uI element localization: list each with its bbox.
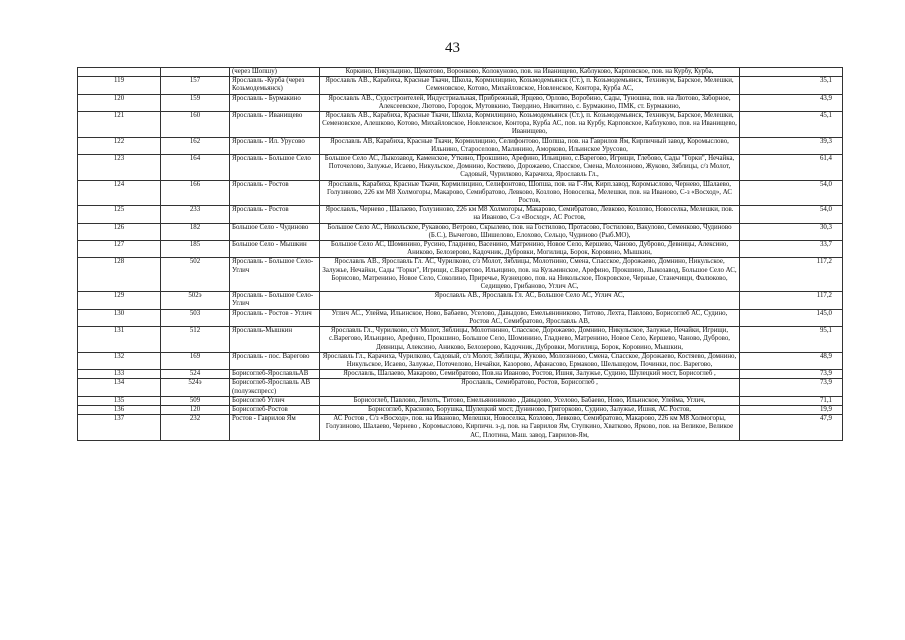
route-number: 524 [161,370,230,379]
table-row [78,155,843,181]
route-name: Большое Село - Чудиново [230,223,320,240]
route-stops: Ярославль АВ., Судостроителей, Индустриальная, Прибрежный, Ярцево, Орлово, Воробино, Сады, Туношна, пов. на Лютово, Заборное, Алексеевское, Лютово, Городок, Мутовкино, Твердино, Никитино, с. Бурмакино, ПМК, ст. Бурмакино, [320,94,740,111]
row-number: 128 [78,258,161,292]
route-name: Ярославль - Иванищево [230,112,320,138]
route-name: Ярославль - Ростов [230,180,320,206]
route-number [161,68,230,77]
route-stops: Ярославль АВ., Карабиха, Красные Ткачи, Школа, Кормилицино, Козьмодемьянск (Ст.), п. Козьмодемьянск, Техникум, Барское, Мелешки, Семеновское, Алешково, Котово, Михайловское, Новленское, Контора, Курба АС, пов. на Курбу, Карповское, Каблуково, пов. на Иванищево, Иванищево, [320,112,740,138]
route-stops: Коркино, Никульцино, Щекотово, Воронково, Колокуново, пов. на Иванищево, Каблуково, Карповское, пов. на Курбу, Курба, [320,68,740,77]
route-stops: Ярославль АВ., Карабиха, Красные Ткачи, Школа, Кормилицино, Козьмодемьянск (Ст.), п. Козьмодемьянск, Техникум, Барское, Мелешки, Семеновское, Котово, Михайловское, Новленское, Контора, Курба АС, [320,77,740,94]
route-stops: АС Ростов , С/з «Восход», пов. на Иваново, Мелешки, Новоселка, Козлово, Левково, Семибратово, Макарово, 226 км М8 Холмогоры, Голузиново, Шалаево, Чернево , Коромыслово, Кирпичн. з-д, пов. на Гаврилов Ям, Ступкино, Хватково, Ярково, пов. на Великое, Великое АС, Плотина, Маш. завод, Гаврилов-Ям, [320,415,740,441]
route-number: 524э [161,379,230,396]
route-distance: 95,1 [740,327,843,353]
table-row [78,180,843,206]
route-number: 502э [161,292,230,309]
table-row [78,77,843,94]
row-number: 135 [78,396,161,405]
route-distance: 117,2 [740,292,843,309]
route-number: 164 [161,155,230,181]
route-number: 159 [161,94,230,111]
route-distance: 47,9 [740,415,843,441]
route-stops: Ярославль АВ, Карабиха, Красные Ткачи, Кормилицино, Селифонтово, Шопша, пов. на Гаврилов Ям, Кирпичный завод, Коромыслово, Ильнино, Староселово, Малинино, Аморково, Ильинское Урусово, [320,137,740,154]
route-distance [740,68,843,77]
route-name: (через Шопшу) [230,68,320,77]
route-distance: 71,1 [740,396,843,405]
table-row [78,223,843,240]
route-name: Борисоглеб-ЯрославльАВ [230,370,320,379]
table-row [78,94,843,111]
row-number: 119 [78,77,161,94]
route-number: 162 [161,137,230,154]
table-row [78,68,843,77]
table-row [78,370,843,379]
table-row [78,396,843,405]
route-distance: 35,1 [740,77,843,94]
table-row [78,327,843,353]
route-distance: 39,3 [740,137,843,154]
route-name: Ярославль - пос. Варегово [230,352,320,369]
route-stops: Большое Село АС, Никольское, Рукавово, Ветрово, Скрылево, пов. на Гостилово, Протасово, Гостилово, Вакулово, Семенково, Чудиново (Б.С.), Вычегово, Шишелово, Елохово, Сельцо, Чудиново (Рыб.МО), [320,223,740,240]
row-number: 137 [78,415,161,441]
route-stops: Ярославль, Карабиха, Красные Ткачи, Кормилицино, Селифонтово, Шопша, пов. на Г-Ям, Кирп.завод, Коромыслово, Чернево, Шалаево, Голузиново, 226 км М8 Холмогоры, Макарово, Семибратово, Левково, Козлово, Новоселка, Мелешки, пов. на Иваново, С-з «Восход», АС Ростов, [320,180,740,206]
route-stops: Борисоглеб, Павлово, Лехоть, Титово, Емельяниниково , Давыдово, Уселово, Бабаево, Ново, Ильинское, Улейма, Углич, [320,396,740,405]
route-number: 160 [161,112,230,138]
route-number: 169 [161,352,230,369]
route-distance: 73,9 [740,379,843,396]
route-name: Ярославль - Большое Село-Углич [230,292,320,309]
route-stops: Ярославль Гл., Чурилково, с/з Молот, Зяблицы, Молотнинно, Спасское, Дорожаево, Домнино, Никульское, Залужье, Нечайки, Игрищи, с.Варегово, Ильицино, Арефино, Прокшино, Большое Село, Шоминино, Гладнево, Матренино, Новое Село, Кершево, Чаново, Дуброво, Девницы, Алексино, Аниково, Белозерово, Кадочник, Дубровки, Могилица, Борок, Коровино, Мышкин, [320,327,740,353]
route-number: 502 [161,258,230,292]
row-number [78,68,161,77]
route-name: Ярославль -Курба (через Козьмодемьянск) [230,77,320,94]
route-number: 503 [161,309,230,326]
table-row [78,415,843,441]
table-row [78,292,843,309]
route-number: 157 [161,77,230,94]
route-stops: Ярославль АВ., Ярославль Гл. АС, Большое Село АС, Углич АС, [320,292,740,309]
route-name: Борисоглеб Углич [230,396,320,405]
route-stops: Большое Село АС, Шоминино, Русино, Гладнево, Васенино, Матренино, Новое Село, Кершево, Чаново, Дуброво, Девницы, Алексино, Аниково, Белозерово, Кадочник, Дубровки, Могилица, Борок, Коровино, Мышкин, [320,241,740,258]
route-name: Ярославль-Мышкин [230,327,320,353]
route-name: Борисоглеб-Ярославль АВ (полуэкспресс) [230,379,320,396]
route-distance: 48,9 [740,352,843,369]
route-name: Большое Село - Мышкин [230,241,320,258]
route-number: 233 [161,206,230,223]
route-number: 182 [161,223,230,240]
table-row [78,241,843,258]
route-stops: Борисоглеб, Красново, Борушка, Шулецкий мост, Дуниново, Григорково, Судино, Залужье, Ишня, АС Ростов, [320,405,740,414]
route-stops: Ярославль, Чернево , Шалаево, Голузиново, 226 км М8 Холмогоры, Макарово, Семибратово, Левково, Козлово, Новоселка, Мелешки, пов. на Иваново, С-з «Восход», АС Ростов, [320,206,740,223]
route-number: 232 [161,415,230,441]
row-number: 120 [78,94,161,111]
route-distance: 73,9 [740,370,843,379]
route-number: 166 [161,180,230,206]
row-number: 133 [78,370,161,379]
row-number: 130 [78,309,161,326]
route-name: Борисоглеб-Ростов [230,405,320,414]
page-number: 43 [445,40,460,56]
route-number: 120 [161,405,230,414]
row-number: 132 [78,352,161,369]
route-stops: Ярославль АВ., Ярославль Гл. АС, Чурилково, с/з Молот, Зяблицы, Молотнино, Смена, Спасское, Дорожаево, Домнино, Никульское, Залужье, Нечайки, Сады "Горки", Игрищи, с.Варегово, Ильицино, пов. на Кузьминское, Арефино, Прокшино, Лыкозавод, Большое Село АС, Борисово, Матренино, Новое Село, Соколино, Приречье, Кузнецово, пов. на Никольское, Покровское, Черные, Станечищи, Фалюково, Седищево, Грибаново, Углич АС, [320,258,740,292]
route-stops: Большое Село АС, Лыкозавод, Каменское, Уткино, Прокшино, Арефино, Ильицино, с.Варегово, Игрищи, Глебово, Сады "Горки", Нечайка, Поточелово, Залужье, Исаево, Никульское, Домнино, Костяево, Дорожаево, Спасское, Смена, Молоэнново, Жуково, Зяблицы, с/з Молот, Садовый, Чурилково, Карачиха, Ярославль Гл., [320,155,740,181]
route-name: Ростов - Гаврилов Ям [230,415,320,441]
route-stops: Ярославль Гл., Карачиха, Чурилково, Садовый, с/з Молот, Зяблицы, Жуково, Молознново, Смена, Спасское, Дорожаево, Костяево, Домнино, Никульское, Исаево, Залужье, Поточелово, Нечайки, Казорово, Афанасово, Ермаково, Шельшедом, Починки, пос. Варегово, [320,352,740,369]
row-number: 126 [78,223,161,240]
table-row [78,112,843,138]
row-number: 122 [78,137,161,154]
route-distance: 61,4 [740,155,843,181]
routes-table [77,67,843,441]
route-name: Ярославль - Бурмакино [230,94,320,111]
route-distance: 43,9 [740,94,843,111]
route-distance: 45,1 [740,112,843,138]
route-name: Ярославль - Ростов - Углич [230,309,320,326]
table-row [78,137,843,154]
route-number: 185 [161,241,230,258]
route-distance: 54,0 [740,180,843,206]
table-row [78,379,843,396]
route-name: Ярославль - Ил. Урусово [230,137,320,154]
table-row [78,258,843,292]
routes-table-body [78,68,843,441]
route-name: Ярославль - Ростов [230,206,320,223]
row-number: 127 [78,241,161,258]
table-row [78,206,843,223]
route-name: Ярославль - Большое Село [230,155,320,181]
route-name: Ярославль - Большое Село- Углич [230,258,320,292]
route-distance: 30,3 [740,223,843,240]
row-number: 131 [78,327,161,353]
row-number: 123 [78,155,161,181]
table-row [78,405,843,414]
row-number: 134 [78,379,161,396]
row-number: 125 [78,206,161,223]
route-number: 512 [161,327,230,353]
row-number: 136 [78,405,161,414]
route-distance: 33,7 [740,241,843,258]
table-row [78,352,843,369]
row-number: 121 [78,112,161,138]
route-distance: 54,0 [740,206,843,223]
route-distance: 19,9 [740,405,843,414]
route-stops: Ярославль, Семибратово, Ростов, Борисоглеб , [320,379,740,396]
route-distance: 117,2 [740,258,843,292]
route-stops: Ярославль, Шалаево, Макарово, Семибратово, Пов.на Иваново, Ростов, Ишня, Залужье, Судино, Шулецкий мост, Борисоглеб , [320,370,740,379]
row-number: 124 [78,180,161,206]
route-distance: 145,0 [740,309,843,326]
route-number: 509 [161,396,230,405]
route-stops: Углич АС., Улейма, Ильинское, Ново, Бабаево, Уселово, Давыдово, Емельяниниково, Титово, Лехта, Павлово, Борисоглеб АС, Судино, Ростов АС, Семибратово, Ярославль АВ, [320,309,740,326]
row-number: 129 [78,292,161,309]
table-row [78,309,843,326]
